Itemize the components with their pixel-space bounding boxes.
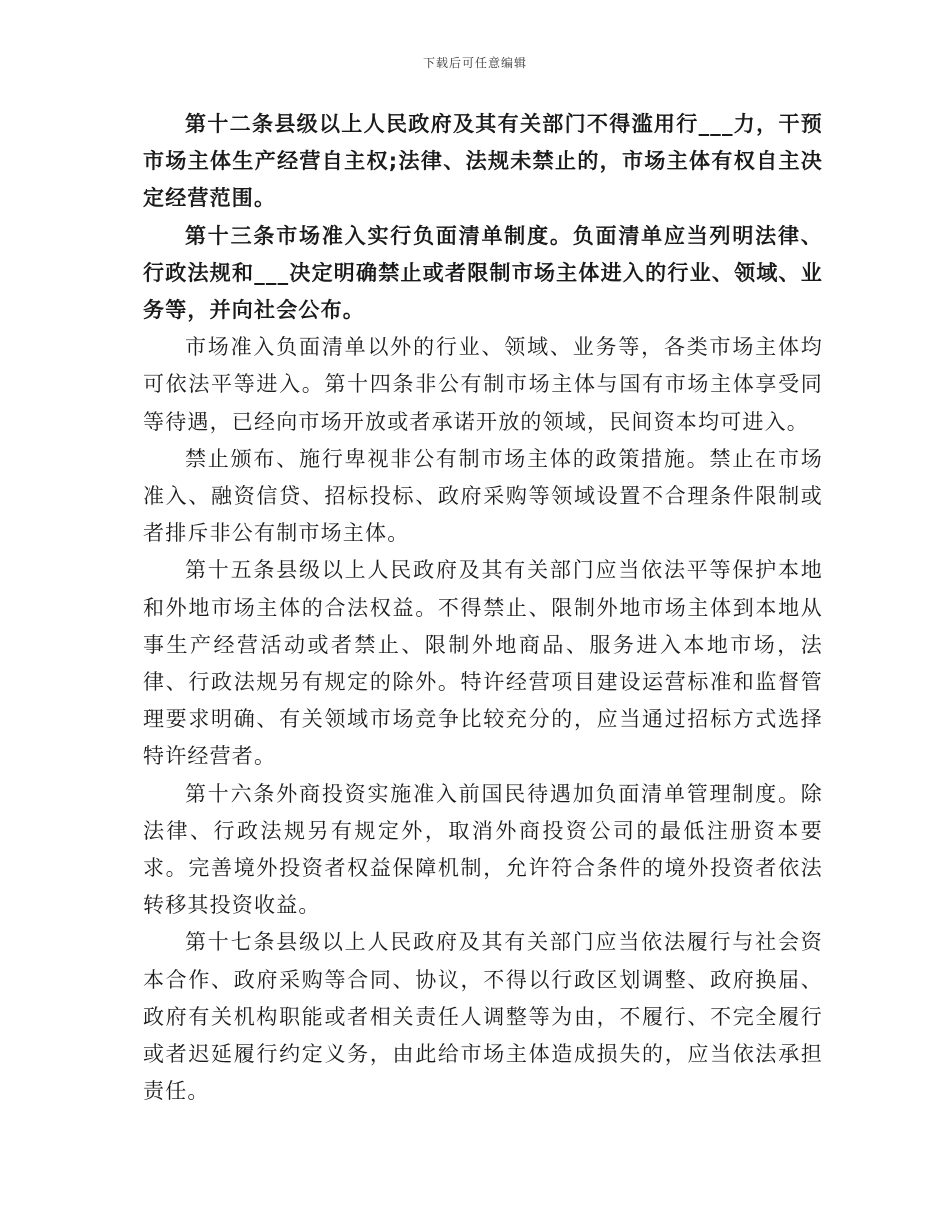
article-17-paragraph: 第十七条县级以上人民政府及其有关部门应当依法履行与社会资本合作、政府采购等合同、协议，不得以行政区划调整、政府换届、政府有关机构职能或者相关责任人调整等为由，不履行、不完全履行或者迟延履行约定义务，由此给市场主体造成损失的，应当依法承担责任。 <box>143 930 823 1104</box>
article-16-paragraph: 第十六条外商投资实施准入前国民待遇加负面清单管理制度。除法律、行政法规另有规定外，取消外商投资公司的最低注册资本要求。完善境外投资者权益保障机制，允许符合条件的境外投资者依法转移其投资收益。 <box>143 781 823 918</box>
document-body <box>143 106 823 1110</box>
article-13-paragraph: 第十三条市场准入实行负面清单制度。负面清单应当列明法律、行政法规和___决定明确禁止或者限制市场主体进入的行业、领域、业务等，并向社会公布。 <box>143 223 823 323</box>
article-15-paragraph: 第十五条县级以上人民政府及其有关部门应当依法平等保护本地和外地市场主体的合法权益。不得禁止、限制外地市场主体到本地从事生产经营活动或者禁止、限制外地商品、服务进入本地市场，法律、行政法规另有规定的除外。特许经营项目建设运营标准和监督管理要求明确、有关领域市场竞争比较充分的，应当通过招标方式选择特许经营者。 <box>143 558 823 769</box>
article-13-14-paragraph: 市场准入负面清单以外的行业、领域、业务等，各类市场主体均可依法平等进入。第十四条非公有制市场主体与国有市场主体享受同等待遇，已经向市场开放或者承诺开放的领域，民间资本均可进入。 <box>143 335 823 434</box>
article-14-prohibition-paragraph: 禁止颁布、施行卑视非公有制市场主体的政策措施。禁止在市场准入、融资信贷、招标投标、政府采购等领域设置不合理条件限制或者排斥非公有制市场主体。 <box>143 446 823 546</box>
article-12-paragraph: 第十二条县级以上人民政府及其有关部门不得滥用行___力，干预市场主体生产经营自主权;法律、法规未禁止的，市场主体有权自主决定经营范围。 <box>143 112 823 211</box>
page-header: 下载后可任意编辑 <box>422 56 527 70</box>
